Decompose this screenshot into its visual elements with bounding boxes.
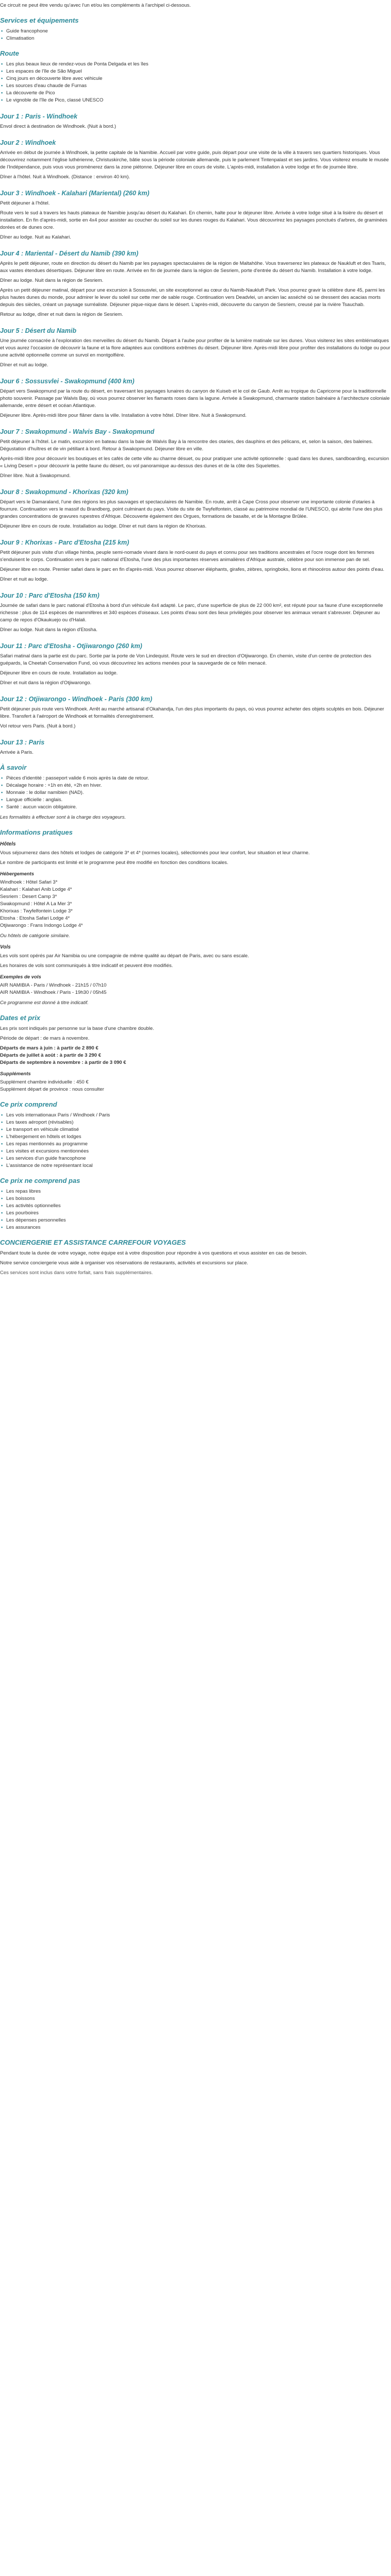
included-item: Les repas mentionnés au programme bbox=[6, 1141, 88, 1147]
bullet-icon: • bbox=[1, 1217, 3, 1223]
flights-table bbox=[0, 982, 391, 996]
day-paragraph: Après le petit déjeuner, route en direction du désert du Namib par les paysages spectaculaires de la région de Maltahöhe. Vous traverserez les plateaux de Naukluft et des Tsaris, aux vastes étendues désertiques. Déjeuner libre en route. Arrivée en fin de journée dans la région de Sesriem, porte d'entrée du désert du Namib. Installation à votre lodge. bbox=[0, 261, 386, 274]
day-paragraph: Dîner et nuit dans la région d'Otjiwarongo. bbox=[0, 680, 92, 686]
list-item bbox=[0, 90, 391, 97]
list-item bbox=[0, 1162, 391, 1170]
list-item bbox=[0, 1155, 391, 1162]
hotel-row: Kalahari : Kalahari Anib Lodge 4* bbox=[0, 887, 72, 892]
list-item bbox=[0, 804, 391, 811]
price-row: Départs de septembre à novembre : à partir de 3 090 € bbox=[0, 1060, 126, 1065]
info-item: Décalage horaire : +1h en été, +2h en hiver. bbox=[6, 783, 102, 788]
bullet-icon: • bbox=[1, 1120, 3, 1125]
flights-title: Vols bbox=[0, 944, 11, 950]
route-item: Les plus beaux lieux de rendez-vous de Ponta Delgada et les îles bbox=[6, 61, 149, 67]
bullet-icon: • bbox=[1, 775, 3, 781]
bullet-icon: • bbox=[1, 83, 3, 89]
prices-title: Dates et prix bbox=[0, 1014, 41, 1022]
bullet-icon: • bbox=[1, 61, 3, 67]
route-item: Le vignoble de l'île de Pico, classé UNESCO bbox=[6, 97, 104, 103]
list-item bbox=[0, 75, 391, 82]
day-paragraph: Départ vers Swakopmund par la route du désert, en traversant les paysages lunaires du canyon de Kuiseb et le col de Gaub. Arrêt au tropique du Capricorne pour la traditionnelle photo souvenir. Passage par Walvis Bay, où vous pourrez observer les flamants roses dans la lagune. Arrivée à Swakopmund, charmante station balnéaire à l'architecture coloniale allemande, entre désert et océan Atlantique. bbox=[0, 388, 390, 409]
included-item: Les vols internationaux Paris / Windhoek / Paris bbox=[6, 1112, 110, 1118]
day-paragraph: Route vers le sud à travers les hauts plateaux de Namibie jusqu'au désert du Kalahari. En chemin, halte pour le déjeuner libre. Arrivée à votre lodge situé à la lisière du désert et installation. En fin d'après-midi, sortie en 4x4 pour assister au coucher du soleil sur les dunes rouges du Kalahari. Vous découvrirez les paysages ponctués d'arbres, de graminées dorées et de dunes ocre. bbox=[0, 210, 387, 230]
list-item bbox=[0, 61, 391, 68]
excluded-item: Les activités optionnelles bbox=[6, 1203, 61, 1209]
conditions-paragraph: Ces services sont inclus dans votre forfait, sans frais supplémentaires. bbox=[0, 1270, 153, 1276]
supplements-list bbox=[0, 1079, 391, 1093]
hotels-paragraph: Le nombre de participants est limité et le programme peut être modifié en fonction des conditions locales. bbox=[0, 860, 229, 866]
day-paragraph: Dîner au lodge. Nuit dans la région d'Etosha. bbox=[0, 627, 97, 633]
list-item bbox=[0, 1112, 391, 1119]
excluded-item: Les assurances bbox=[6, 1225, 41, 1230]
list-item bbox=[0, 28, 391, 35]
excluded-item: Les dépenses personnelles bbox=[6, 1217, 66, 1223]
hotels-title: Informations pratiques bbox=[0, 828, 73, 836]
included-item: L'assistance de notre représentant local bbox=[6, 1163, 93, 1168]
prices-table bbox=[0, 1045, 391, 1066]
bullet-icon: • bbox=[1, 76, 3, 81]
bullet-icon: • bbox=[1, 97, 3, 103]
day-paragraph: Dîner à l'hôtel. Nuit à Windhoek. (Distance : environ 40 km). bbox=[0, 174, 131, 180]
bullet-icon: • bbox=[1, 783, 3, 788]
bullet-icon: • bbox=[1, 69, 3, 74]
hotels-list bbox=[0, 879, 391, 929]
flights-paragraph: Les horaires de vols sont communiqués à titre indicatif et peuvent être modifiés. bbox=[0, 963, 173, 969]
day-title: Jour 11 : Parc d'Etosha - Otjiwarongo (260 km) bbox=[0, 642, 142, 650]
supplement-row: Supplément départ de province : nous consulter bbox=[0, 1087, 104, 1092]
bullet-icon: • bbox=[1, 28, 3, 34]
day-title: Jour 7 : Swakopmund - Walvis Bay - Swakopmund bbox=[0, 428, 155, 435]
included-list bbox=[0, 1112, 391, 1170]
day-title: Jour 3 : Windhoek - Kalahari (Mariental) (260 km) bbox=[0, 190, 150, 197]
route-item: Les sources d'eau chaude de Furnas bbox=[6, 83, 87, 89]
bullet-icon: • bbox=[1, 1163, 3, 1168]
conditions-paragraph: Pendant toute la durée de votre voyage, notre équipe est à votre disposition pour répondre à vos questions et vous assister en cas de besoin. bbox=[0, 1250, 307, 1256]
hotel-row: Otjiwarongo : Frans Indongo Lodge 4* bbox=[0, 923, 83, 928]
day-paragraph: Arrivée en début de journée à Windhoek, la petite capitale de la Namibie. Accueil par votre guide, puis départ pour une visite de la ville à travers ses quartiers historiques. Vous découvrirez notamment l'église luthérienne, Christuskirche, bâtie sous la période coloniale allemande, puis le parlement Tintenpalast et ses jardins. Vous visiterez ensuite le musée de l'Indépendance, puis vous vous promènerez dans la zone piétonne. Déjeuner libre en cours de visite. L'après-midi, installation à votre lodge et fin de journée libre. bbox=[0, 150, 389, 170]
list-item bbox=[0, 775, 391, 782]
bullet-icon: • bbox=[1, 1141, 3, 1147]
list-item bbox=[0, 1188, 391, 1195]
bullet-icon: • bbox=[1, 1134, 3, 1140]
day-paragraph: Dîner au lodge. Nuit au Kalahari. bbox=[0, 234, 71, 240]
bullet-icon: • bbox=[1, 1203, 3, 1209]
hotels-note: Ou hôtels de catégorie similaire. bbox=[0, 933, 70, 939]
day-paragraph: Retour au lodge, dîner et nuit dans la région de Sesriem. bbox=[0, 312, 123, 317]
day-paragraph: Une journée consacrée à l'exploration des merveilles du désert du Namib. Départ à l'aube pour profiter de la lumière matinale sur les dunes. Vous visiterez les sites emblématiques et vous aurez l'occasion de découvrir la faune et la flore adaptées aux conditions extrêmes du désert. Déjeuner libre. Après-midi libre pour profiter des installations du lodge ou pour une activité optionnelle comme un survol en montgolfière. bbox=[0, 338, 390, 358]
route-list bbox=[0, 61, 391, 104]
list-item bbox=[0, 782, 391, 789]
included-item: L'hébergement en hôtels et lodges bbox=[6, 1134, 82, 1140]
conditions-paragraph: Notre service conciergerie vous aide à organiser vos réservations de restaurants, activités et excursions sur place. bbox=[0, 1260, 249, 1266]
day-title: Jour 1 : Paris - Windhoek bbox=[0, 113, 77, 120]
services-title: Services et équipements bbox=[0, 16, 79, 24]
hotels-subtitle: Hôtels bbox=[0, 841, 16, 847]
day-title: Jour 8 : Swakopmund - Khorixas (320 km) bbox=[0, 488, 128, 496]
hotel-row: Windhoek : Hôtel Safari 3* bbox=[0, 879, 58, 885]
list-item bbox=[0, 1119, 391, 1126]
day-paragraph: Petit déjeuner puis route vers Windhoek. Arrêt au marché artisanal d'Okahandja, l'un des plus importants du pays, où vous pourrez acheter des objets sculptés en bois. Déjeuner libre. Transfert à l'aéroport de Windhoek et formalités d'enregistrement. bbox=[0, 706, 384, 719]
bullet-icon: • bbox=[1, 790, 3, 795]
day-title: Jour 2 : Windhoek bbox=[0, 139, 56, 146]
list-item bbox=[0, 796, 391, 804]
list-item bbox=[0, 1141, 391, 1148]
info-note: Les formalités à effectuer sont à la charge des voyageurs. bbox=[0, 815, 126, 820]
bullet-icon: • bbox=[1, 1148, 3, 1154]
bullet-icon: • bbox=[1, 36, 3, 41]
day-paragraph: Envol direct à destination de Windhoek. (Nuit à bord.) bbox=[0, 124, 116, 129]
day-paragraph: Vol retour vers Paris. (Nuit à bord.) bbox=[0, 723, 76, 729]
list-item bbox=[0, 1195, 391, 1202]
bullet-icon: • bbox=[1, 804, 3, 810]
list-item bbox=[0, 1202, 391, 1210]
flights-note: Ce programme est donné à titre indicatif. bbox=[0, 1000, 89, 1006]
day-paragraph: Petit déjeuner à l'hôtel. Le matin, excursion en bateau dans la baie de Walvis Bay à la rencontre des otaries, des dauphins et des pélicans, et, selon la saison, des baleines. Dégustation d'huîtres et de vin pétillant à bord. Retour à Swakopmund. Déjeuner libre en ville. bbox=[0, 439, 373, 452]
day-paragraph: Départ vers le Damaraland, l'une des régions les plus sauvages et spectaculaires de Namibie. En route, arrêt à Cape Cross pour observer une importante colonie d'otaries à fourrure. Continuation vers le massif du Brandberg, point culminant du pays. Visite du site de Twyfelfontein, classé au patrimoine mondial de l'UNESCO, qui abrite l'une des plus grandes concentrations de gravures rupestres d'Afrique. Découverte également des Orgues, formations de basalte, et de la Montagne Brûlée. bbox=[0, 499, 383, 519]
hotels-paragraph: Vous séjournerez dans des hôtels et lodges de catégorie 3* et 4* (normes locales), sélectionnés pour leur confort, leur situation et leur charme. bbox=[0, 850, 310, 856]
day-paragraph: Déjeuner libre en cours de route. Installation au lodge. Dîner et nuit dans la région de Khorixas. bbox=[0, 523, 207, 529]
price-row: Départs de juillet à août : à partir de 3 290 € bbox=[0, 1053, 101, 1058]
included-item: Les services d'un guide francophone bbox=[6, 1156, 86, 1161]
day-title: Jour 9 : Khorixas - Parc d'Etosha (215 km) bbox=[0, 539, 129, 546]
flight-row: AIR NAMIBIA - Windhoek / Paris - 19h30 / 05h45 bbox=[0, 990, 107, 995]
day-title: Jour 6 : Sossusvlei - Swakopmund (400 km) bbox=[0, 378, 135, 385]
bullet-icon: • bbox=[1, 797, 3, 803]
day-title: Jour 12 : Otjiwarongo - Windhoek - Paris (300 km) bbox=[0, 696, 153, 703]
hotels-list-title: Hébergements bbox=[0, 871, 34, 877]
day-paragraph: Safari matinal dans la partie est du parc. Sortie par la porte de Von Lindequist. Route vers le sud en direction d'Otjiwarongo. En chemin, visite d'un centre de protection des guépards, la Cheetah Conservation Fund, où vous découvrirez les actions menées pour la sauvegarde de ce félin menacé. bbox=[0, 653, 371, 666]
prices-paragraph: Période de départ : de mars à novembre. bbox=[0, 1036, 90, 1041]
excluded-item: Les repas libres bbox=[6, 1189, 41, 1194]
bullet-icon: • bbox=[1, 1225, 3, 1230]
services-list bbox=[0, 28, 391, 42]
services-item: Guide francophone bbox=[6, 28, 48, 34]
bullet-icon: • bbox=[1, 1127, 3, 1132]
list-item bbox=[0, 1210, 391, 1217]
included-item: Les taxes aéroport (révisables) bbox=[6, 1120, 74, 1125]
info-item: Santé : aucun vaccin obligatoire. bbox=[6, 804, 77, 810]
hotel-row: Swakopmund : Hôtel A La Mer 3* bbox=[0, 901, 72, 907]
excluded-title: Ce prix ne comprend pas bbox=[0, 1177, 80, 1184]
list-item bbox=[0, 1148, 391, 1155]
list-item bbox=[0, 1126, 391, 1133]
list-item bbox=[0, 1224, 391, 1231]
bullet-icon: • bbox=[1, 1112, 3, 1118]
day-title: Jour 10 : Parc d'Etosha (150 km) bbox=[0, 592, 100, 599]
list-item bbox=[0, 35, 391, 42]
bullet-icon: • bbox=[1, 1189, 3, 1194]
day-paragraph: Dîner et nuit au lodge. bbox=[0, 362, 48, 368]
route-item: Les espaces de l'île de São Miguel bbox=[6, 69, 82, 74]
list-item bbox=[0, 97, 391, 104]
list-item bbox=[0, 82, 391, 90]
prices-paragraph: Les prix sont indiqués par personne sur la base d'une chambre double. bbox=[0, 1026, 154, 1031]
flight-row: AIR NAMIBIA - Paris / Windhoek - 21h15 / 07h10 bbox=[0, 982, 107, 988]
list-item bbox=[0, 1217, 391, 1224]
excluded-item: Les pourboires bbox=[6, 1210, 39, 1216]
hotel-row: Sesriem : Desert Camp 3* bbox=[0, 894, 57, 900]
list-item bbox=[0, 789, 391, 796]
day-paragraph: Dîner au lodge. Nuit dans la région de Sesriem. bbox=[0, 278, 104, 283]
day-paragraph: Déjeuner libre en cours de route. Installation au lodge. bbox=[0, 670, 118, 676]
day-paragraph: Petit déjeuner à l'hôtel. bbox=[0, 200, 50, 206]
excluded-item: Les boissons bbox=[6, 1196, 35, 1201]
day-title: Jour 4 : Mariental - Désert du Namib (390 km) bbox=[0, 250, 139, 257]
excluded-list bbox=[0, 1188, 391, 1231]
day-paragraph: Après-midi libre pour découvrir les boutiques et les cafés de cette ville au charme désuet, ou pour pratiquer une activité optionnelle : quad dans les dunes, sandboarding, excursion « Living Desert » pour découvrir la petite faune du désert, ou vol panoramique au-dessus des dunes et de la côte des Squelettes. bbox=[0, 456, 389, 469]
day-title: Jour 13 : Paris bbox=[0, 739, 45, 746]
supplements-title: Suppléments bbox=[0, 1071, 31, 1077]
info-item: Monnaie : le dollar namibien (NAD). bbox=[6, 790, 84, 795]
hotel-row: Khorixas : Twyfelfontein Lodge 3* bbox=[0, 908, 73, 914]
included-item: Le transport en véhicule climatisé bbox=[6, 1127, 79, 1132]
day-paragraph: Dîner libre. Nuit à Swakopmund. bbox=[0, 473, 71, 479]
price-row: Départs de mars à juin : à partir de 2 890 € bbox=[0, 1045, 99, 1051]
info-item: Pièces d'identité : passeport valide 6 mois après la date de retour. bbox=[6, 775, 149, 781]
list-item bbox=[0, 1133, 391, 1141]
route-item: Cinq jours en découverte libre avec véhicule bbox=[6, 76, 103, 81]
route-title: Route bbox=[0, 49, 19, 57]
included-title: Ce prix comprend bbox=[0, 1100, 57, 1108]
bullet-icon: • bbox=[1, 1156, 3, 1161]
list-item bbox=[0, 68, 391, 75]
supplement-row: Supplément chambre individuelle : 450 € bbox=[0, 1079, 89, 1085]
day-title: Jour 5 : Désert du Namib bbox=[0, 327, 76, 334]
bullet-icon: • bbox=[1, 1210, 3, 1216]
info-item: Langue officielle : anglais. bbox=[6, 797, 63, 803]
bullet-icon: • bbox=[1, 1196, 3, 1201]
included-item: Les visites et excursions mentionnées bbox=[6, 1148, 89, 1154]
flights-paragraph: Les vols sont opérés par Air Namibia ou une compagnie de même qualité au départ de Paris, avec ou sans escale. bbox=[0, 953, 249, 959]
day-paragraph: Après un petit déjeuner matinal, départ pour une excursion à Sossusvlei, un site exceptionnel au cœur du Namib-Naukluft Park. Vous pourrez gravir la célèbre dune 45, parmi les plus hautes dunes du monde, pour admirer le lever du soleil sur cette mer de sable rouge. Continuation vers Deadvlei, un ancien lac asséché où se dressent des acacias morts depuis des siècles, créant un paysage surréaliste. Déjeuner pique-nique dans le désert. L'après-midi, découverte du canyon de Sesriem, creusé par la rivière Tsauchab. bbox=[0, 287, 385, 308]
services-item: Climatisation bbox=[6, 36, 35, 41]
route-item: La découverte de Pico bbox=[6, 90, 55, 96]
bullet-icon: • bbox=[1, 90, 3, 96]
day-paragraph: Petit déjeuner puis visite d'un village himba, peuple semi-nomade vivant dans le nord-ouest du pays et connu pour ses traditions ancestrales et l'ocre rouge dont les femmes s'enduisent le corps. Continuation vers le parc national d'Etosha, l'une des plus importantes réserves animalières d'Afrique australe, célèbre pour son immense pan de sel. bbox=[0, 550, 374, 563]
day-paragraph: Déjeuner libre en route. Premier safari dans le parc en fin d'après-midi. Vous pourrez observer éléphants, girafes, zèbres, springboks, lions et rhinocéros autour des points d'eau. bbox=[0, 567, 385, 572]
conditions-title: CONCIERGERIE ET ASSISTANCE CARREFOUR VOYAGES bbox=[0, 1239, 186, 1246]
day-paragraph: Journée de safari dans le parc national d'Etosha à bord d'un véhicule 4x4 adapté. Le parc, d'une superficie de plus de 22 000 km², est réputé pour sa faune d'une exceptionnelle richesse : plus de 114 espèces de mammifères et 340 espèces d'oiseaux. Les points d'eau sont des lieux privilégiés pour observer les animaux venant s'abreuver. Déjeuner au camp de repos d'Okaukuejo ou d'Halali. bbox=[0, 603, 383, 623]
info-title: À savoir bbox=[0, 764, 27, 771]
info-list bbox=[0, 775, 391, 811]
day-paragraph: Déjeuner libre. Après-midi libre pour flâner dans la ville. Installation à votre hôtel. Dîner libre. Nuit à Swakopmund. bbox=[0, 413, 247, 418]
day-paragraph: Dîner et nuit au lodge. bbox=[0, 577, 48, 582]
flights-table-title: Exemples de vols bbox=[0, 974, 41, 980]
intro-text: Ce circuit ne peut être vendu qu'avec l'un et/ou les compléments à l'archipel ci-dessous. bbox=[0, 3, 191, 8]
day-paragraph: Arrivée à Paris. bbox=[0, 750, 34, 755]
hotel-row: Etosha : Etosha Safari Lodge 4* bbox=[0, 916, 70, 921]
